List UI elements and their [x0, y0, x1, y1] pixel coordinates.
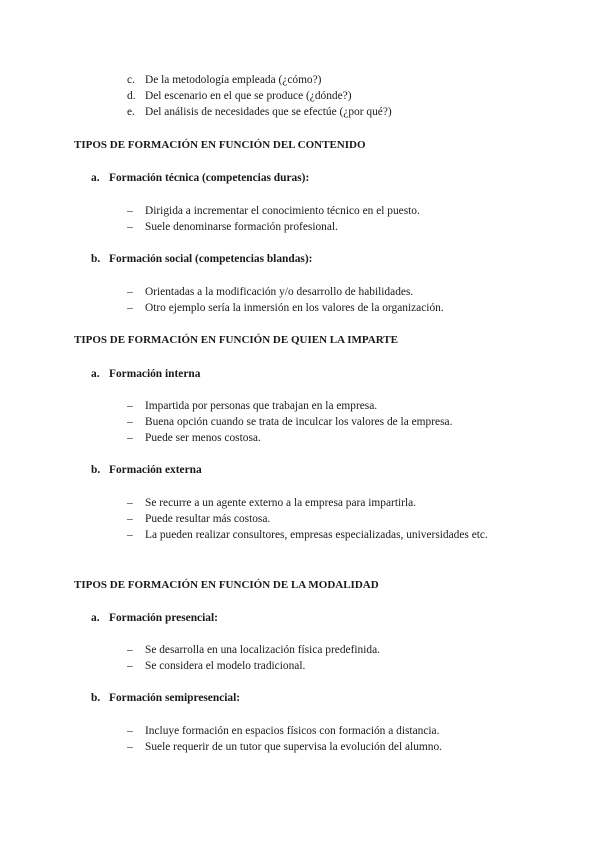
dash-marker: –: [127, 497, 133, 509]
bullet-item: Puede resultar más costosa.: [145, 513, 271, 525]
dash-marker: –: [127, 513, 133, 525]
dash-marker: –: [127, 660, 133, 672]
dash-marker: –: [127, 286, 133, 298]
dash-marker: –: [127, 416, 133, 428]
bullet-item: Suele denominarse formación profesional.: [145, 221, 338, 233]
dash-marker: –: [127, 741, 133, 753]
section-heading: TIPOS DE FORMACIÓN EN FUNCIÓN DE LA MODALIDAD: [74, 579, 379, 591]
dash-marker: –: [127, 302, 133, 314]
subsection-title-text: Formación interna: [109, 368, 201, 380]
subsection-letter: b.: [91, 464, 101, 476]
dash-marker: –: [127, 644, 133, 656]
bullet-item: Impartida por personas que trabajan en la empresa.: [145, 400, 378, 412]
list-item: Del escenario en el que se produce (¿dónde?): [145, 90, 352, 102]
dash-marker: –: [127, 432, 133, 444]
bullet-item: Se desarrolla en una localización física predefinida.: [145, 644, 380, 656]
subsection-title: [91, 690, 240, 706]
dash-marker: –: [127, 725, 133, 737]
bullet-item: Orientadas a la modificación y/o desarrollo de habilidades.: [145, 286, 414, 298]
bullet-item: Suele requerir de un tutor que supervisa la evolución del alumno.: [145, 741, 443, 753]
section-heading: TIPOS DE FORMACIÓN EN FUNCIÓN DE QUIEN LA IMPARTE: [74, 334, 398, 346]
bullet-item: La pueden realizar consultores, empresas especializadas, universidades etc.: [145, 529, 488, 541]
bullet-item: Puede ser menos costosa.: [145, 432, 261, 444]
subsection-title: [91, 251, 312, 267]
bullet-item: Buena opción cuando se trata de inculcar los valores de la empresa.: [145, 416, 453, 428]
subsection-title: [91, 462, 202, 478]
subsection-title: [91, 170, 309, 186]
bullet-item: Otro ejemplo sería la inmersión en los valores de la organización.: [145, 302, 444, 314]
subsection-title-text: Formación externa: [109, 464, 202, 476]
list-item: De la metodología empleada (¿cómo?): [145, 74, 322, 86]
dash-marker: –: [127, 205, 133, 217]
bullet-item: Dirigida a incrementar el conocimiento técnico en el puesto.: [145, 205, 420, 217]
list-item: Del análisis de necesidades que se efectúe (¿por qué?): [145, 106, 392, 118]
bullet-item: Se considera el modelo tradicional.: [145, 660, 306, 672]
subsection-letter: b.: [91, 253, 101, 265]
subsection-title-text: Formación presencial:: [109, 612, 218, 624]
list-marker: e.: [127, 106, 135, 118]
bullet-item: Se recurre a un agente externo a la empresa para impartirla.: [145, 497, 417, 509]
subsection-letter: a.: [91, 612, 100, 624]
dash-marker: –: [127, 529, 133, 541]
subsection-letter: b.: [91, 692, 101, 704]
subsection-title-text: Formación social (competencias blandas):: [109, 253, 313, 265]
list-marker: d.: [127, 90, 136, 102]
subsection-letter: a.: [91, 172, 100, 184]
subsection-title-text: Formación semipresencial:: [109, 692, 241, 704]
subsection-title: [91, 610, 218, 626]
bullet-item: Incluye formación en espacios físicos con formación a distancia.: [145, 725, 440, 737]
section-heading: TIPOS DE FORMACIÓN EN FUNCIÓN DEL CONTENIDO: [74, 139, 366, 151]
dash-marker: –: [127, 221, 133, 233]
list-marker: c.: [127, 74, 135, 86]
subsection-title: [91, 366, 200, 382]
subsection-letter: a.: [91, 368, 100, 380]
dash-marker: –: [127, 400, 133, 412]
subsection-title-text: Formación técnica (competencias duras):: [109, 172, 310, 184]
